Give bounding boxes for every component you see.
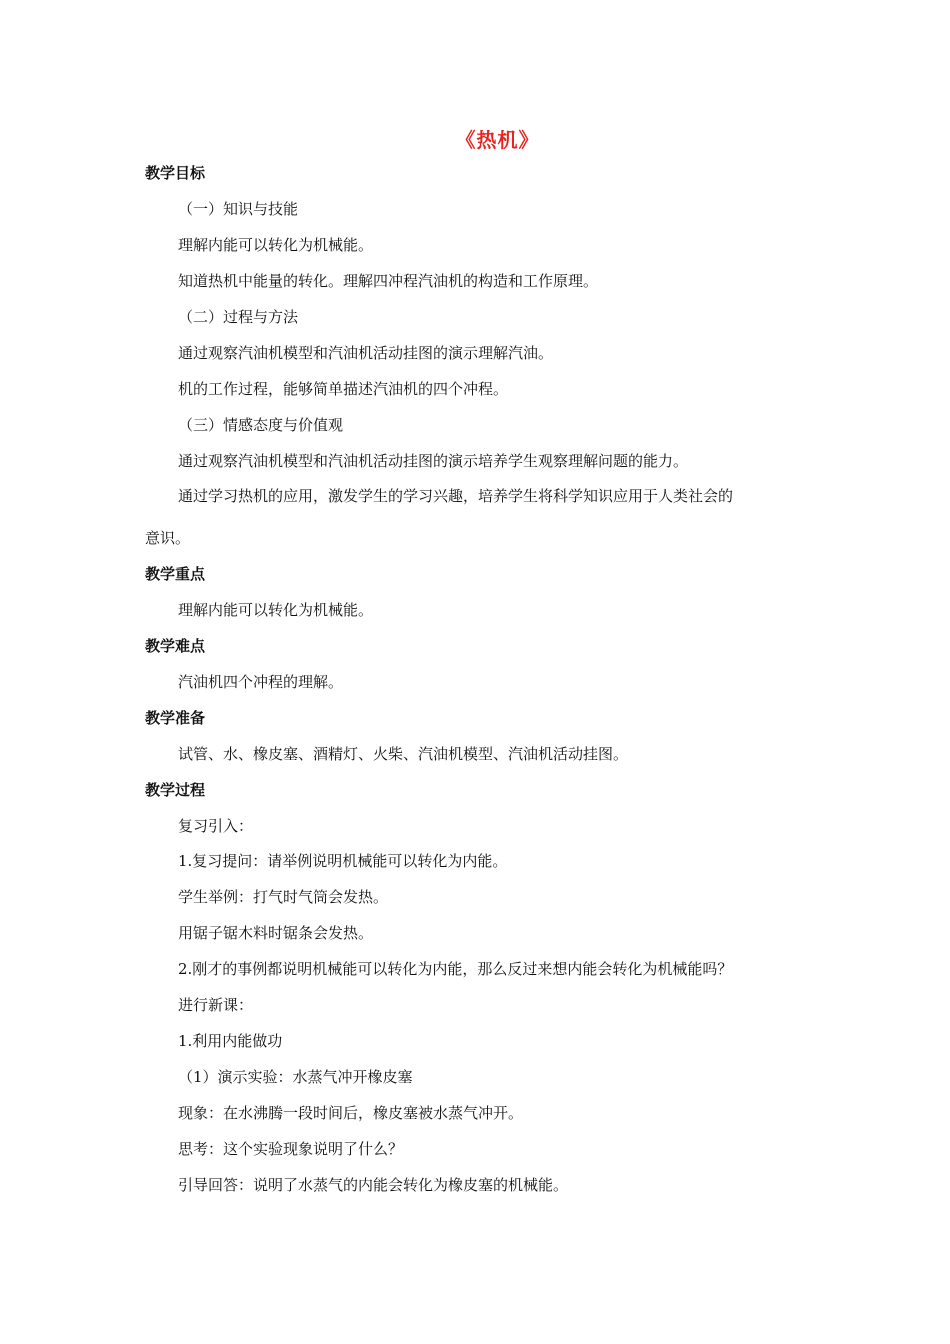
paragraph: 思考：这个实验现象说明了什么？	[178, 1140, 404, 1158]
paragraph: 用锯子锯木料时锯条会发热。	[178, 924, 374, 942]
subheading-process-method: （二）过程与方法	[178, 308, 299, 326]
paragraph: 学生举例：打气时气筒会发热。	[178, 888, 389, 906]
paragraph: 通过学习热机的应用，激发学生的学习兴趣，培养学生将科学知识应用于人类社会的	[178, 487, 734, 505]
paragraph: 通过观察汽油机模型和汽油机活动挂图的演示培养学生观察理解问题的能力。	[178, 452, 689, 470]
heading-objectives: 教学目标	[145, 164, 206, 182]
heading-key-points: 教学重点	[145, 565, 206, 583]
paragraph: 1.复习提问：请举例说明机械能可以转化为内能。	[178, 852, 508, 870]
paragraph: 2.刚才的事例都说明机械能可以转化为内能，那么反过来想内能会转化为机械能吗？	[178, 960, 733, 978]
paragraph: 知道热机中能量的转化。理解四冲程汽油机的构造和工作原理。	[178, 272, 599, 290]
paragraph: 引导回答：说明了水蒸气的内能会转化为橡皮塞的机械能。	[178, 1176, 569, 1194]
document-title: 《热机》	[455, 128, 540, 152]
paragraph: 通过观察汽油机模型和汽油机活动挂图的演示理解汽油。	[178, 344, 554, 362]
paragraph: 1.利用内能做功	[178, 1032, 283, 1050]
heading-process: 教学过程	[145, 781, 206, 799]
heading-difficulties: 教学难点	[145, 637, 206, 655]
paragraph: 进行新课：	[178, 996, 254, 1014]
paragraph: 试管、水、橡皮塞、酒精灯、火柴、汽油机模型、汽油机活动挂图。	[178, 745, 629, 763]
paragraph: 理解内能可以转化为机械能。	[178, 601, 374, 619]
paragraph-continuation: 意识。	[145, 529, 191, 547]
paragraph: （1）演示实验：水蒸气冲开橡皮塞	[178, 1068, 413, 1086]
subheading-attitude-values: （三）情感态度与价值观	[178, 416, 344, 434]
paragraph: 汽油机四个冲程的理解。	[178, 673, 344, 691]
paragraph: 现象：在水沸腾一段时间后，橡皮塞被水蒸气冲开。	[178, 1104, 524, 1122]
subheading-knowledge-skills: （一）知识与技能	[178, 200, 299, 218]
paragraph: 机的工作过程，能够简单描述汽油机的四个冲程。	[178, 380, 509, 398]
paragraph: 复习引入：	[178, 817, 254, 835]
paragraph: 理解内能可以转化为机械能。	[178, 236, 374, 254]
heading-preparation: 教学准备	[145, 709, 206, 727]
